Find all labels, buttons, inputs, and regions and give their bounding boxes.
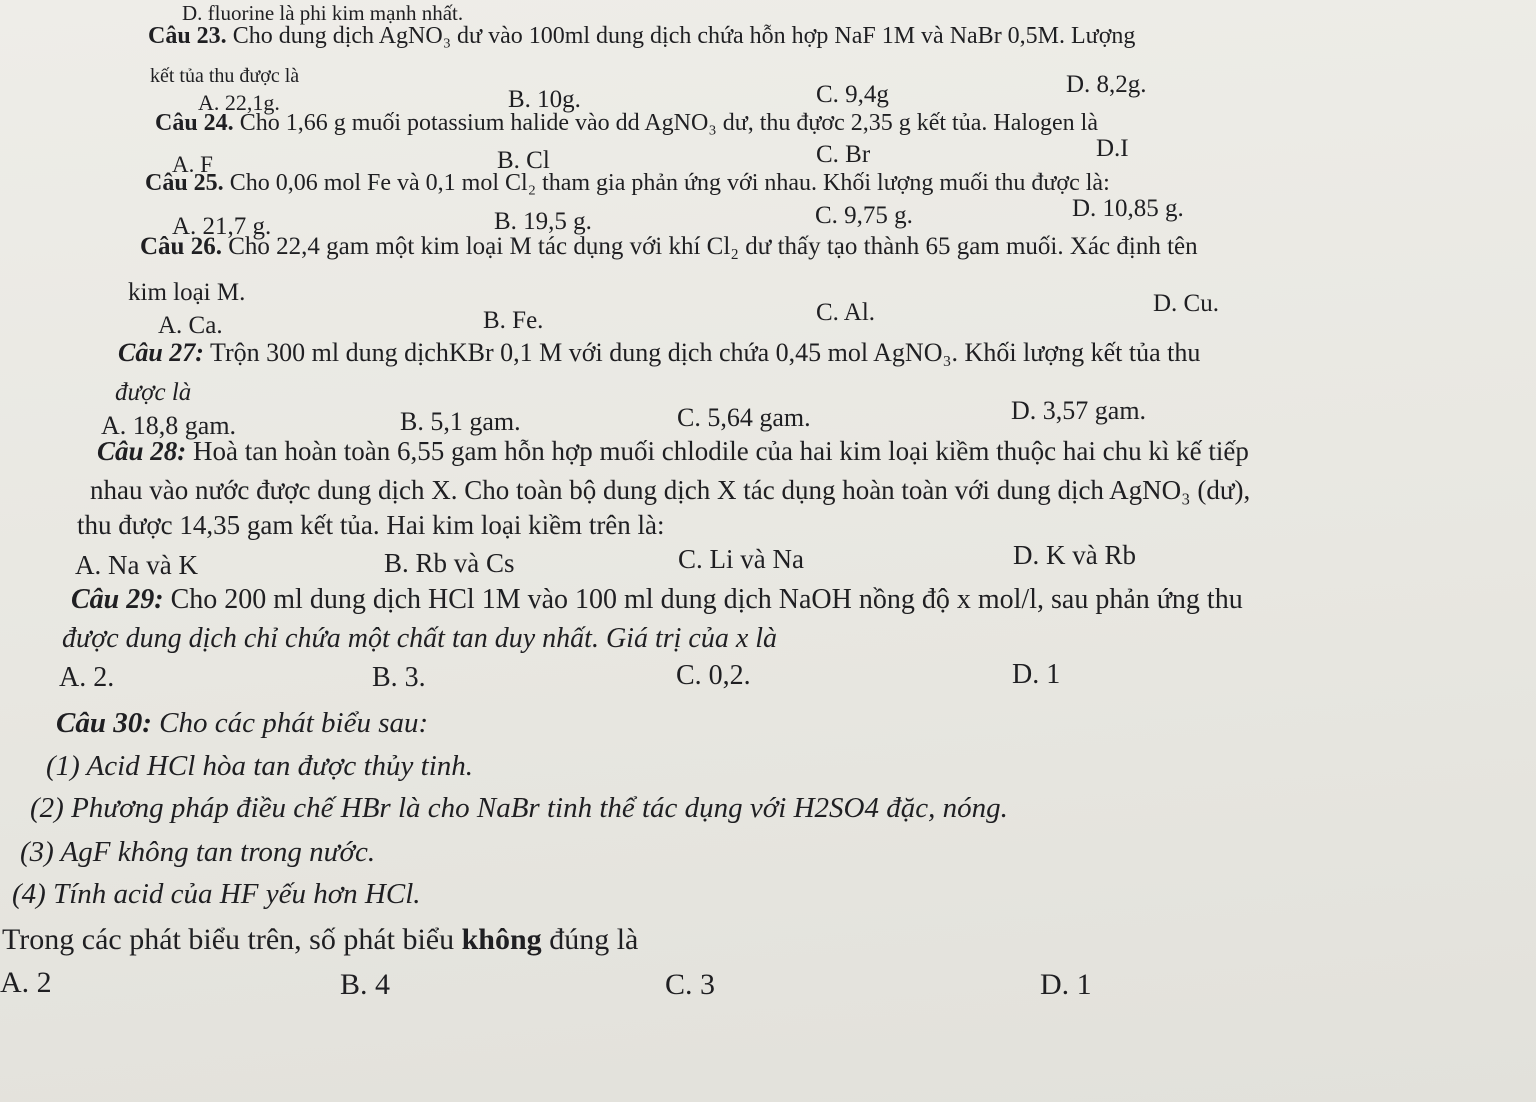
option-d: D. K và Rb [1013, 540, 1136, 570]
question-28-line3: thu được 14,35 gam kết tủa. Hai kim loại kiềm trên là: [77, 510, 665, 540]
option-c: C. Br [816, 141, 871, 168]
option-c: C. Li và Na [678, 544, 804, 574]
question-26 [140, 234, 1198, 259]
question-text: Cho 1,66 g muối potassium halide vào dd AgNO₃ dư, thu đựơc 2,35 g kết tủa. Halogen là [233, 110, 1098, 136]
option-b: B. 19,5 g. [494, 208, 592, 235]
question-number: Câu 29: [71, 584, 164, 615]
option-b: B. Rb và Cs [384, 548, 515, 578]
option-c: C. 9,4g [816, 81, 889, 108]
question-29-cont: được dung dịch chỉ chứa một chất tan duy nhất. Giá trị của x là [62, 623, 778, 654]
question-number: Câu 26. [140, 233, 222, 260]
statement-4: (4) Tính acid của HF yếu hơn HCl. [12, 878, 421, 910]
option-b: B. 10g. [508, 86, 581, 113]
question-27-cont: được là [115, 379, 192, 406]
option-a: A. 2. [59, 662, 115, 693]
option-d: D. 1 [1040, 968, 1092, 1001]
question-24 [155, 111, 1098, 135]
question-28 [97, 438, 1249, 465]
question-28-line2: nhau vào nước được dung dịch X. Cho toàn bộ dung dịch X tác dụng hoàn toàn với dung dịch AgNO₃ (dư), [90, 475, 1251, 505]
option-a: A. 21,7 g. [172, 213, 272, 240]
option-d: D. Cu. [1153, 290, 1219, 317]
statement-2: (2) Phương pháp điều chế HBr là cho NaBr tinh thể tác dụng với H2SO4 đặc, nóng. [30, 792, 1008, 824]
statement-1: (1) Acid HCl hòa tan được thủy tinh. [46, 750, 474, 782]
option-b: B. Fe. [483, 307, 544, 334]
question-number: Câu 28: [97, 436, 187, 466]
option-c: C. 5,64 gam. [677, 403, 811, 432]
option-c: C. 9,75 g. [815, 202, 913, 229]
option-a: A. F [172, 152, 213, 177]
option-a: A. Na và K [75, 550, 198, 580]
question-29 [71, 586, 1243, 614]
question-text: Cho 0,06 mol Fe và 0,1 mol Cl₂ tham gia phản ứng với nhau. Khối lượng muối thu được là: [223, 170, 1110, 196]
question-30-prompt [2, 925, 638, 955]
option-d: D. 1 [1012, 659, 1061, 690]
option-c: C. Al. [816, 299, 876, 326]
question-text: Cho 22,4 gam một kim loại M tác dụng với khí Cl₂ dư thấy tạo thành 65 gam muối. Xác định tên [221, 233, 1198, 260]
option-a: A. Ca. [158, 312, 223, 339]
question-23 [148, 24, 1135, 48]
prev-option-d: D. fluorine là phi kim mạnh nhất. [182, 1, 464, 25]
question-number: Câu 23. [148, 23, 227, 49]
prompt-end: đúng là [541, 923, 639, 956]
question-30 [56, 709, 428, 738]
prompt-emphasis: không [461, 923, 542, 956]
option-a: A. 22,1g. [198, 90, 280, 115]
statement-3: (3) AgF không tan trong nước. [20, 836, 376, 868]
question-number: Câu 24. [155, 110, 234, 136]
question-25 [145, 171, 1110, 195]
option-b: B. Cl [497, 147, 550, 174]
question-26-cont: kim loại M. [128, 279, 246, 306]
question-text: Hoà tan hoàn toàn 6,55 gam hỗn hợp muối chlodile của hai kim loại kiềm thuộc hai chu kì kế tiếp [186, 436, 1249, 466]
option-d: D.I [1096, 135, 1129, 162]
option-d: D. 3,57 gam. [1011, 396, 1147, 425]
option-b: B. 5,1 gam. [400, 407, 521, 436]
question-text: Cho dung dịch AgNO₃ dư vào 100ml dung dịch chứa hỗn hợp NaF 1M và NaBr 0,5M. Lượng [226, 23, 1136, 49]
question-text: Trộn 300 ml dung dịchKBr 0,1 M với dung dịch chứa 0,45 mol AgNO₃. Khối lượng kết tủa thu [203, 338, 1201, 367]
option-d: D. 8,2g. [1066, 71, 1147, 98]
option-b: B. 3. [372, 662, 426, 693]
question-text: Cho các phát biểu sau: [151, 707, 429, 739]
question-number: Câu 25. [145, 170, 224, 196]
option-a: A. 18,8 gam. [101, 411, 237, 440]
option-b: B. 4 [340, 968, 391, 1001]
question-23-cont: kết tủa thu được là [150, 65, 300, 87]
question-number: Câu 30: [56, 707, 152, 739]
option-d: D. 10,85 g. [1072, 195, 1184, 222]
option-a: A. 2 [0, 966, 52, 999]
question-27 [118, 340, 1200, 366]
option-c: C. 0,2. [676, 660, 751, 691]
question-number: Câu 27: [118, 338, 204, 367]
question-text: Cho 200 ml dung dịch HCl 1M vào 100 ml dung dịch NaOH nồng độ x mol/l, sau phản ứng thu [163, 584, 1243, 615]
prompt-text: Trong các phát biểu trên, số phát biểu [2, 923, 462, 956]
option-c: C. 3 [665, 968, 716, 1001]
